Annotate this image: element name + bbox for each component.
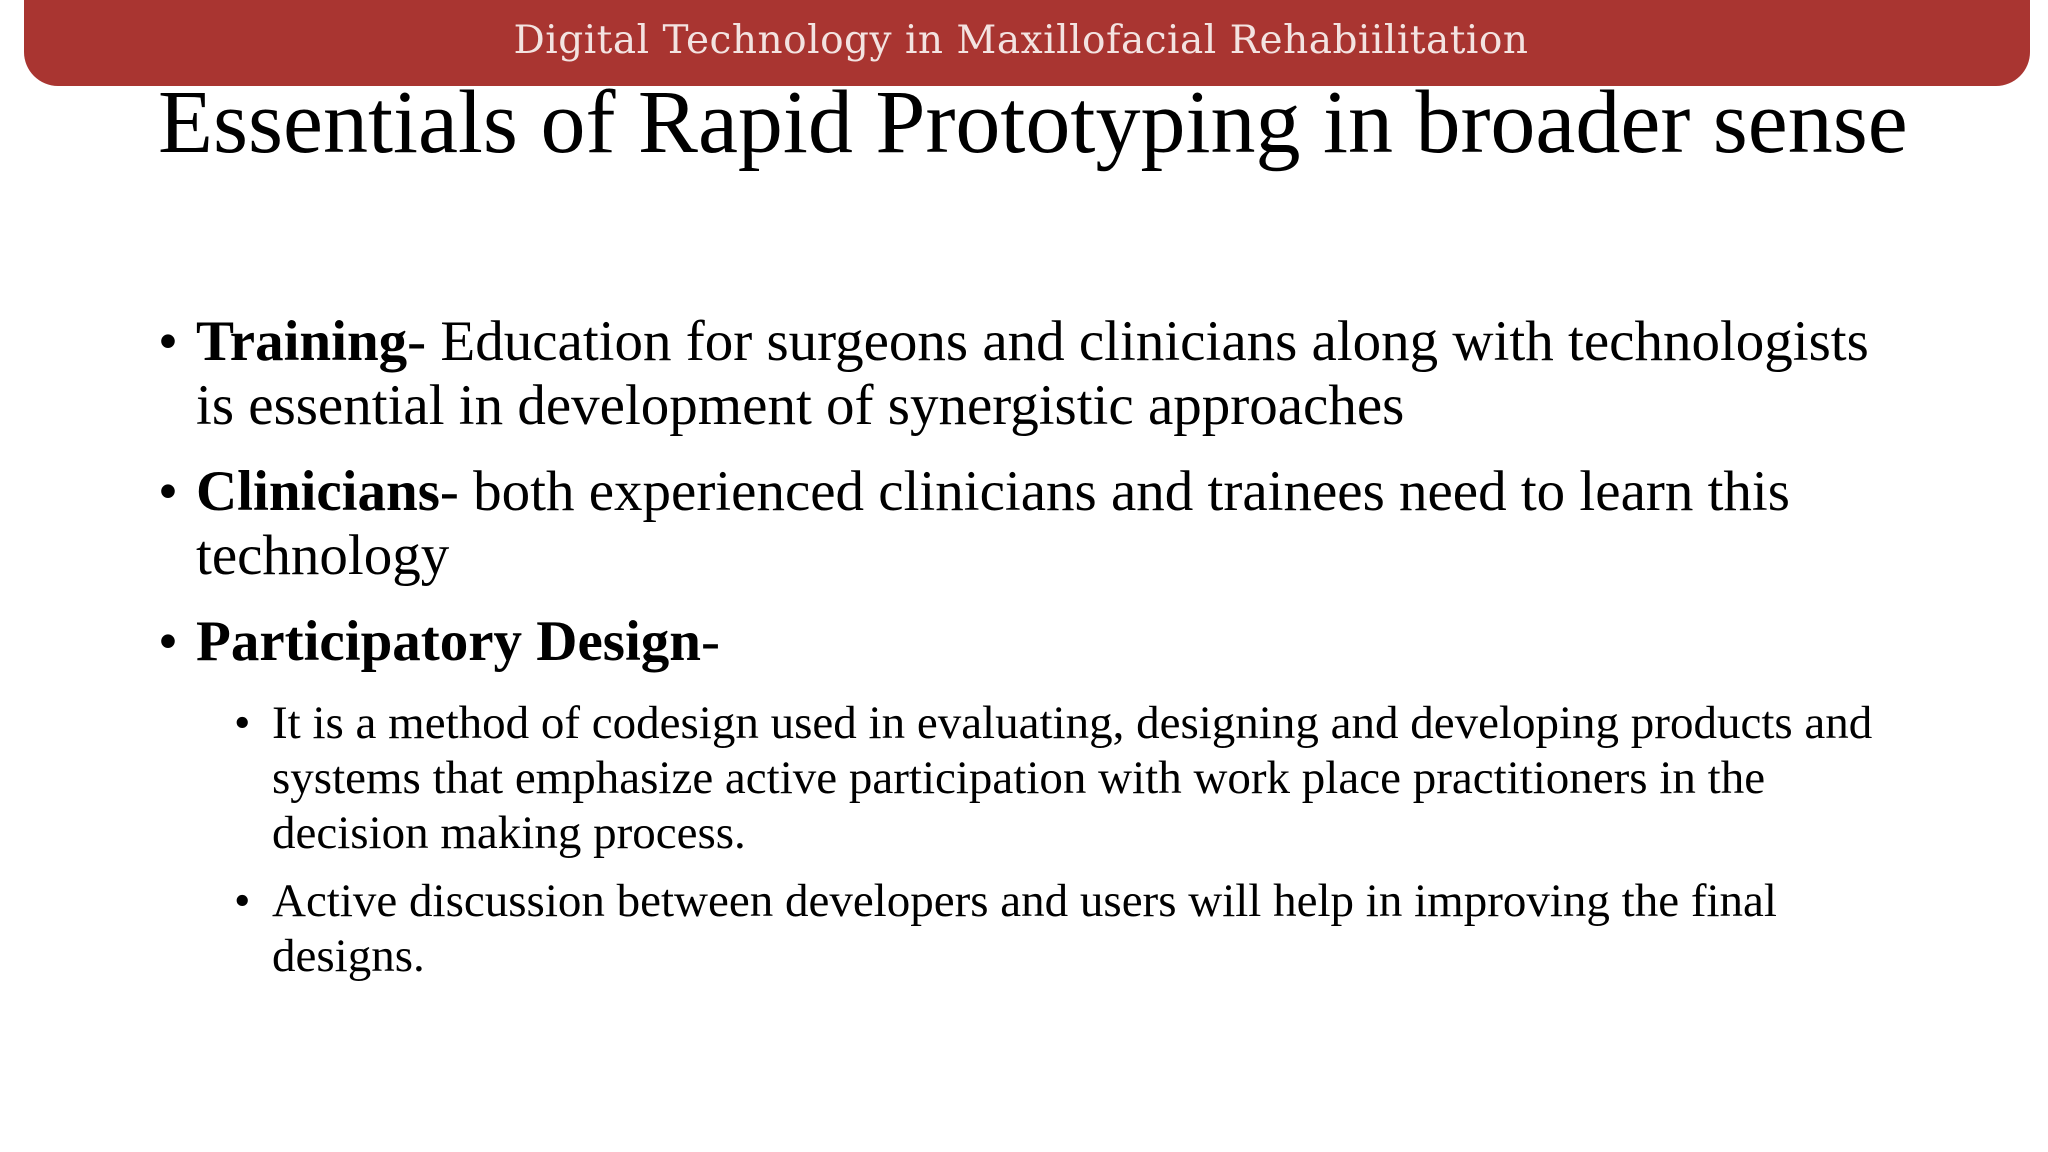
sub-bullet-text: It is a method of codesign used in evaluating, designing and developing products and systems that emphasize active participation with work place practitioners in the decision making process.: [272, 697, 1873, 859]
sub-bullet-item: [234, 696, 1918, 861]
bullet-term: Participatory Design: [196, 610, 701, 673]
bullet-term: Clinicians: [196, 460, 440, 523]
bullet-term: Training: [196, 310, 408, 373]
sub-bullet-dot: •: [234, 697, 251, 749]
sub-bullet-item: [234, 874, 1918, 984]
sub-bullet-text: Active discussion between developers and users will help in improving the final designs.: [272, 875, 1777, 982]
bullet-list: [158, 310, 1918, 997]
bullet-text: -: [700, 610, 720, 673]
bullet-clinicians: [158, 460, 1918, 588]
bullet-participatory-design: [158, 610, 1918, 674]
bullet-dot: •: [158, 310, 178, 373]
bullet-dot: •: [158, 610, 178, 673]
sub-bullet-list: [158, 696, 1918, 984]
bullet-text: - both experienced clinicians and trainees need to learn this technology: [196, 460, 1790, 587]
sub-bullet-dot: •: [234, 875, 251, 927]
banner-title: Digital Technology in Maxillofacial Rehabiilitation: [513, 17, 1529, 63]
bullet-dot: •: [158, 460, 178, 523]
bullet-text: - Education for surgeons and clinicians along with technologists is essential in development of synergistic approaches: [196, 310, 1869, 437]
slide-title: Essentials of Rapid Prototyping in broader sense: [158, 73, 1908, 172]
bullet-training: [158, 310, 1918, 438]
